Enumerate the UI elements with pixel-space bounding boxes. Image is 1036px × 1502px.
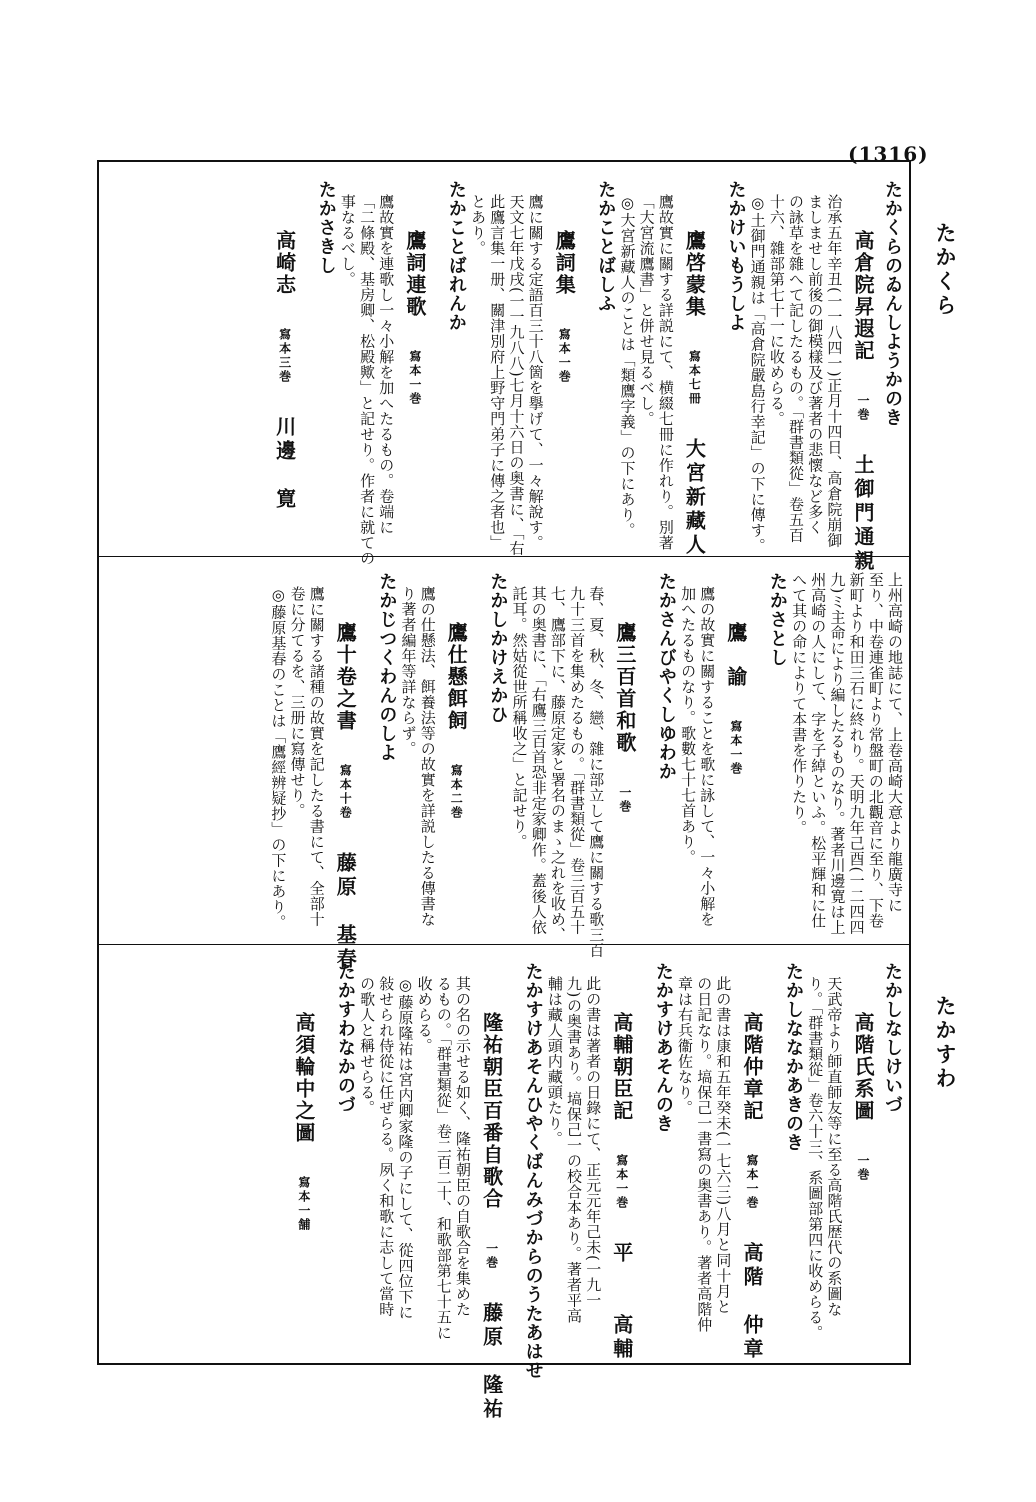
entry-reading: たかけいもうしよ	[725, 180, 747, 332]
entry-text-line: 天文七年戊戌(一一九八八)七月十六日の奥書に、「右	[507, 194, 526, 556]
entry-title: 鷹詞集	[552, 230, 577, 296]
entry-volume: 寫本一巻	[407, 350, 422, 406]
entry-text-line: 其の名の示せる如く、隆祐朝臣の自歌合を集めた	[454, 976, 472, 1317]
entry-title: 隆祐朝臣百番自歌合	[479, 1012, 504, 1210]
entry-text-line: 春、夏、秋、冬、戀、雜に部立して鷹に關する歌三百	[587, 586, 606, 958]
entry-volume: 一巻	[484, 1242, 499, 1270]
entry-title-line	[608, 962, 634, 1362]
entry-reading: たかすけあそんのき	[652, 962, 674, 1133]
entry-text-line: るもの。「群書類從」卷二百二十、和歌部第七十五に	[434, 976, 453, 1341]
entry-volume: 一巻	[617, 786, 632, 814]
entry-text-line: 天武帝より師直師友等に至る高階氏歴代の系圖な	[825, 976, 844, 1317]
entry-title-line	[271, 180, 297, 540]
entry-title-line	[681, 180, 707, 558]
divider-line	[97, 556, 911, 557]
entry-text-line: 治承五年辛丑(一一八四一)正月十四日、高倉院崩御	[825, 194, 844, 548]
panel-top	[112, 180, 904, 574]
entry-title-line	[290, 962, 316, 1352]
entry-volume: 寫本十卷	[338, 764, 353, 820]
entry-text-line: へて其の命によりて本書を作りたり。	[790, 572, 809, 836]
entry-text-line: 輔は藏人頭内藏頭たり。	[545, 976, 564, 1147]
entry-text-line: 鷹故實を連歌し一々小解を加へたるもの。卷端に	[377, 194, 396, 535]
entry-reading: たかことばれんか	[445, 180, 467, 332]
entry-title-line	[849, 180, 875, 574]
entry-text-line: 此鷹言集一册、關津別府上野守門弟子に傳之者也」	[488, 194, 507, 551]
entry-text-line: ◎藤原隆祐は宮内卿家隆の子にして、從四位下に	[396, 976, 415, 1320]
entry-title-line	[738, 962, 764, 1362]
entry-text-line: 「大宮流鷹書」と併せ見るべし。	[637, 194, 656, 427]
entry-text-line: 九)の奥書あり。塙保己一の校合本あり。著者平高	[565, 976, 583, 1324]
entry-text-line: の日記なり。塙保己一書寫の奥書あり。著者高階仲	[695, 976, 714, 1333]
entry-title-line	[849, 962, 875, 1352]
entry-author: 土御門通親	[850, 454, 875, 574]
running-head-top: たかくら	[933, 222, 958, 318]
entry-text-line: ◎大宮新藏人のことは「類鷹字義」の下にあり。	[618, 194, 637, 538]
entry-text-line: 其の奥書に、「右鷹三百首恐非定家卿作。蓋後人依	[529, 586, 548, 935]
entry-volume: 寫本一舗	[296, 1176, 311, 1232]
entry-text-line: ◎藤原基春のことは「鷹經辨疑抄」の下にあり。	[269, 586, 288, 930]
entry-title-line	[443, 572, 469, 932]
entry-title: 高崎志	[272, 230, 297, 296]
entry-text-line: 此の書は著者の日錄にて、正元元年己未(一九一	[584, 976, 603, 1308]
entry-text-line: 至り、中卷連雀町より常盤町の北觀音に至り、下卷	[866, 572, 885, 929]
panel-bottom	[112, 962, 904, 1422]
entry-title: 鷹三百首和歌	[612, 622, 637, 754]
entry-author: 平 高輔	[609, 1242, 634, 1362]
entry-text-line: 此の書は康和五年癸未(一七六三)八月と同十月と	[714, 976, 733, 1315]
entry-text-line: 新町より和田三石に終れり。天明九年己酉(一二四四	[847, 572, 866, 935]
entry-volume: 寫本二巻	[449, 764, 464, 820]
entry-text-line: ◎土御門通親は「高倉院嚴島行幸記」の下に傳す。	[748, 194, 767, 554]
entry-title-line	[551, 180, 577, 540]
entry-text-line: 事なるべし。	[338, 194, 357, 287]
entry-text-line: 鷹の故實に關することを歌に詠して、一々小解を	[698, 586, 717, 927]
entry-text-line: 鷹に關する定語百三十八箇を擧げて、一々解說す。	[526, 194, 545, 551]
entry-text-line: 九)ミ主命により編したるものなり。著者川邊寛は上	[828, 572, 847, 935]
entry-title: 鷹仕懸餌飼	[444, 622, 469, 732]
entry-title: 高輔朝臣記	[609, 1012, 634, 1122]
panel-middle	[112, 572, 904, 972]
entry-text-line: ましませし前後の御模樣及び著者の悲懷など多く	[806, 194, 825, 535]
entry-text-line: とあり。	[469, 194, 488, 256]
entry-volume: 寫本七冊	[687, 350, 702, 406]
entry-reading: たかすわなかのづ	[334, 962, 356, 1114]
entry-reading: たかさとし	[766, 572, 788, 667]
entry-text-line: り。「群書類從」卷六十三、系圖部第四に收めらる。	[806, 976, 825, 1341]
entry-text-line: 鷹の仕懸法、餌養法等の故實を詳説したる傳書な	[418, 586, 437, 927]
entry-text-line: 敍せられ侍從に任ぜらる。夙く和歌に志して當時	[377, 976, 396, 1317]
entry-title: 高須輪中之圖	[291, 1012, 316, 1144]
divider-line	[97, 944, 911, 945]
entry-text-line: 九十三首を集めたるもの。「群書類從」卷三百五十	[568, 586, 587, 935]
entry-title: 鷹十卷之書	[333, 622, 358, 732]
entry-text-line: 卷に分てるを、三册に寫傳せり。	[288, 586, 307, 819]
entry-text-line: 章は右兵衞佐なり。	[676, 976, 694, 1116]
entry-text-line: 七、鷹部下に、藤原定家と署名のまゝ之れを收め、	[548, 586, 567, 943]
entry-volume: 寫本一巻	[614, 1154, 629, 1210]
entry-reading: たかすけあそんひやくばんみづからのうたあはせ	[522, 962, 544, 1380]
entry-text-line: 上州高崎の地誌にて、上卷高崎大意より龍廣寺に	[886, 572, 904, 913]
running-head-bottom: たかすわ	[933, 995, 958, 1091]
entry-text-line: り著者編年等詳ならず。	[399, 586, 418, 757]
entry-author: 藤原 基春	[333, 852, 358, 972]
entry-reading: たかことばしふ	[595, 180, 617, 313]
entry-title-line	[332, 572, 358, 972]
entry-reading: たかしなしけいづ	[882, 962, 903, 1114]
entry-title: 鷹 諭	[723, 622, 748, 688]
entry-author: 川邊 寛	[272, 416, 297, 512]
entry-author: 藤原 隆祐	[479, 1302, 504, 1422]
entry-reading: たかしななかあきのき	[783, 962, 804, 1152]
entry-text-line: 鷹故實に關する詳説にて、横綴七冊に作れり。別著	[656, 194, 675, 551]
entry-volume: 寫本一巻	[744, 1154, 759, 1210]
entry-text-line: 收めらる。	[415, 976, 434, 1054]
entry-title: 鷹詞連歌	[402, 230, 427, 318]
entry-reading: たかじつくわんのしよ	[376, 572, 398, 762]
entry-volume: 一巻	[855, 1154, 870, 1182]
entry-reading: たかくらのゐんしようかのき	[882, 180, 903, 427]
entry-reading: たかしかけえかひ	[487, 572, 509, 724]
entry-text-line: 「二條殿、基房卿、松殿歟」と記せり。作者に就ての	[358, 194, 377, 566]
entry-reading: たかさきし	[315, 180, 337, 275]
entry-text-line: の詠草を雜へて記したるもの。「群書類從」卷五百	[787, 194, 805, 543]
entry-text-line: 州高崎の人にして、字を子綽といふ。松平輝和に仕	[809, 572, 828, 929]
entry-title-line	[478, 962, 504, 1422]
entry-title: 高倉院昇遐記	[850, 230, 875, 362]
page-number: (1316)	[848, 142, 929, 166]
entry-author: 高階 仲章	[739, 1242, 764, 1362]
entry-title: 鷹啓蒙集	[682, 230, 707, 318]
entry-text-line: 託耳。然姑從世所稱收之」と記せり。	[510, 586, 529, 850]
entry-text-line: の歌人と稱せらる。	[358, 976, 377, 1116]
entry-title: 高階仲章記	[739, 1012, 764, 1122]
entry-text-line: 鷹に關する諸種の故實を記したる書にて、全部十	[307, 586, 326, 927]
entry-title-line	[611, 572, 637, 932]
entry-volume: 寫本三巻	[277, 328, 292, 384]
entry-volume: 一巻	[855, 394, 870, 422]
entry-title-line	[722, 572, 748, 932]
entry-volume: 寫本一巻	[728, 720, 743, 776]
entry-title-line	[401, 180, 427, 540]
entry-volume: 寫本一巻	[557, 328, 572, 384]
entry-title: 高階氏系圖	[850, 1012, 875, 1122]
entry-author: 大宮新藏人	[682, 438, 707, 558]
entry-reading: たかさんびやくしゆわか	[655, 572, 677, 781]
entry-text-line: 加へたるものなり。歌數七十七首あり。	[679, 586, 698, 865]
entry-text-line: 十六、雜部第七十一に收めらる。	[767, 194, 786, 427]
